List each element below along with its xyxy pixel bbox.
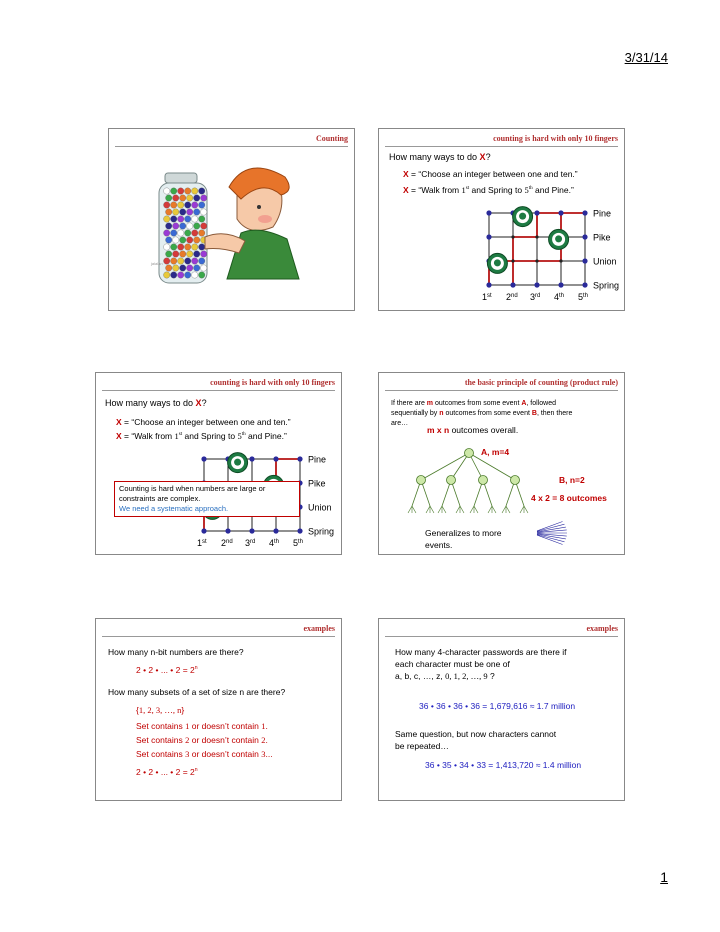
leaf-edge <box>408 506 412 513</box>
leaf-edge <box>426 506 430 513</box>
bean <box>164 244 170 250</box>
bean <box>178 188 184 194</box>
street-label: Pine <box>308 454 327 465</box>
grid-node <box>582 282 587 287</box>
slide-2 <box>378 128 625 311</box>
label-event-a: A, m=4 <box>481 447 510 457</box>
avenue-label: 4th <box>554 292 565 302</box>
bean <box>164 258 170 264</box>
bean <box>194 195 200 201</box>
bean <box>164 202 170 208</box>
bean <box>173 209 179 215</box>
set-line-2: Set contains 2 or doesn’t contain 2. <box>136 735 268 745</box>
bean <box>199 272 205 278</box>
bean <box>166 265 172 271</box>
bean <box>187 209 193 215</box>
bean <box>192 230 198 236</box>
bean <box>192 216 198 222</box>
leaf-edge <box>502 506 506 513</box>
grid-node <box>201 528 206 533</box>
bean <box>173 223 179 229</box>
label-event-b: B, n=2 <box>559 475 585 485</box>
grid-node <box>582 234 587 239</box>
grid-node <box>486 234 491 239</box>
slide-3 <box>95 372 342 555</box>
title-rule <box>385 636 618 637</box>
bean <box>194 265 200 271</box>
bean <box>192 258 198 264</box>
grid-node <box>273 456 278 461</box>
grid-node <box>297 528 302 533</box>
grid-node <box>534 210 539 215</box>
generalizes-line-1: Generalizes to more <box>425 528 502 538</box>
slide-1 <box>108 128 355 311</box>
bean <box>199 230 205 236</box>
grid-node <box>225 528 230 533</box>
bean <box>180 195 186 201</box>
street-label: Spring <box>593 280 620 291</box>
street-grid <box>96 373 341 554</box>
leaf-edge <box>442 506 446 513</box>
bean <box>180 251 186 257</box>
bean <box>194 251 200 257</box>
slide-5 <box>95 618 342 801</box>
bean <box>185 216 191 222</box>
grid-node <box>486 282 491 287</box>
street-grid <box>379 129 624 310</box>
grid-node <box>559 259 562 262</box>
bean <box>178 258 184 264</box>
grid-node <box>511 259 514 262</box>
leaf-edge <box>520 506 524 513</box>
leaf-edge <box>430 506 434 513</box>
avenue-label: 4th <box>269 538 280 548</box>
avenue-label: 2nd <box>221 538 233 548</box>
grid-node <box>535 235 538 238</box>
bean <box>201 265 207 271</box>
street-label: Union <box>308 502 332 513</box>
grid-node <box>510 282 515 287</box>
tree-node <box>417 476 426 485</box>
callout-line: Counting is hard when numbers are large or <box>119 484 266 493</box>
avenue-label: 1st <box>197 538 207 548</box>
starbucks-logo-icon <box>228 453 248 473</box>
bean <box>192 188 198 194</box>
bean <box>166 237 172 243</box>
question-one-line-1: How many 4-character passwords are there if <box>395 647 567 657</box>
bean <box>194 237 200 243</box>
bean <box>166 209 172 215</box>
principle-line-1: If there are m outcomes from some event A, followed <box>391 400 556 407</box>
callout-box <box>114 481 300 517</box>
set-line-1: Set contains 1 or doesn’t contain 1. <box>136 721 268 731</box>
street-label: Pike <box>308 478 326 489</box>
grid-node <box>273 528 278 533</box>
question-two-line-1: Same question, but now characters cannot <box>395 729 557 739</box>
bean <box>185 188 191 194</box>
answer-one: 36 • 36 • 36 • 36 = 1,679,616 ≈ 1.7 million <box>419 701 576 711</box>
slide-title: the basic principle of counting (product rule) <box>464 378 618 387</box>
slide-6 <box>378 618 625 801</box>
bean <box>164 216 170 222</box>
avenue-label: 5th <box>578 292 589 302</box>
bean <box>192 202 198 208</box>
avenue-label: 3rd <box>245 538 256 548</box>
slide-title: examples <box>303 624 335 633</box>
leaf-edge <box>488 506 492 513</box>
bean <box>171 244 177 250</box>
grid-node <box>558 210 563 215</box>
bean <box>187 251 193 257</box>
avenue-label: 2nd <box>506 292 518 302</box>
bean <box>178 244 184 250</box>
bean <box>187 195 193 201</box>
bean <box>185 230 191 236</box>
bean <box>180 209 186 215</box>
leaf-edge <box>506 506 510 513</box>
bean <box>199 244 205 250</box>
bean <box>171 230 177 236</box>
leaf-edge <box>456 506 460 513</box>
tree-root-node <box>465 449 474 458</box>
street-label: Union <box>593 256 617 267</box>
grid-node <box>582 210 587 215</box>
page-number: 1 <box>660 869 668 885</box>
answer-one: 2 • 2 • ... • $2 = 2^n$ <box>136 665 198 675</box>
question-line: How many ways to do X? <box>389 152 491 162</box>
avenue-label: 1st <box>482 292 492 302</box>
title-rule <box>102 636 335 637</box>
starbucks-logo-icon <box>487 253 507 273</box>
header-date: 3/31/14 <box>624 50 668 65</box>
question-two: How many subsets of a set of size n are there? <box>108 687 286 697</box>
bean <box>171 202 177 208</box>
grid-node <box>297 456 302 461</box>
bean <box>164 230 170 236</box>
grid-node <box>582 258 587 263</box>
tree-node <box>447 476 456 485</box>
answer-two: 2 • 2 • ... • $2 = 2^n$ <box>136 767 198 777</box>
bean <box>185 258 191 264</box>
leaf-edge <box>438 506 442 513</box>
bean <box>178 202 184 208</box>
slide-title: counting is hard with only 10 fingers <box>210 378 335 387</box>
bean <box>185 244 191 250</box>
callout-emphasis: We need a systematic approach. <box>119 504 229 513</box>
bean <box>199 216 205 222</box>
bean <box>173 195 179 201</box>
item-one: X = “Choose an integer between one and ten.” <box>403 169 578 179</box>
principle-line-2: sequentially by n outcomes from some event B, then there <box>391 410 573 417</box>
bean <box>166 223 172 229</box>
bean <box>180 223 186 229</box>
slide-title: counting is hard with only 10 fingers <box>493 134 618 143</box>
question-one-line-3: a, b, c, …, z, 0, 1, 2, …, 9 ? <box>395 671 495 681</box>
bean <box>178 216 184 222</box>
bean <box>180 237 186 243</box>
bean <box>171 272 177 278</box>
bean <box>171 258 177 264</box>
bean <box>166 251 172 257</box>
bean <box>185 202 191 208</box>
bean <box>180 265 186 271</box>
generalizes-line-2: events. <box>425 540 453 550</box>
bean <box>192 272 198 278</box>
starbucks-logo-icon <box>513 207 533 227</box>
question-line: How many ways to do X? <box>105 398 207 408</box>
street-label: Pine <box>593 208 612 219</box>
leaf-edge <box>474 506 478 513</box>
bean <box>178 230 184 236</box>
bean <box>178 272 184 278</box>
bean <box>187 265 193 271</box>
leaf-edge <box>470 506 474 513</box>
tree-edge <box>421 453 469 480</box>
bean <box>187 223 193 229</box>
avenue-label: 3rd <box>530 292 541 302</box>
bean <box>201 209 207 215</box>
slide-title: Counting <box>315 134 348 143</box>
bean <box>164 188 170 194</box>
bean <box>201 251 207 257</box>
bean <box>194 209 200 215</box>
bean <box>187 237 193 243</box>
starbucks-logo-icon <box>549 229 569 249</box>
tree-node <box>511 476 520 485</box>
bean <box>171 188 177 194</box>
grid-node <box>249 456 254 461</box>
bean <box>201 223 207 229</box>
grid-node <box>534 282 539 287</box>
bean <box>173 237 179 243</box>
grid-node <box>535 259 538 262</box>
tree-diagram <box>379 373 624 554</box>
bean <box>173 251 179 257</box>
item-two: X = “Walk from 1st and Spring to 5th and Pine.” <box>403 185 574 195</box>
grid-node <box>249 528 254 533</box>
tree-node <box>479 476 488 485</box>
label-total: 4 x 2 = 8 outcomes <box>531 493 607 503</box>
grid-node <box>558 282 563 287</box>
avenue-label: 5th <box>293 538 304 548</box>
set-line-3: Set contains 3 or doesn’t contain 3... <box>136 749 273 759</box>
bean <box>199 258 205 264</box>
bean <box>164 272 170 278</box>
question-one-line-2: each character must be one of <box>395 659 510 669</box>
slide-title: examples <box>586 624 618 633</box>
jar-and-child-illustration <box>109 129 354 310</box>
principle-result: m x n outcomes overall. <box>427 425 519 435</box>
watermark: jalalan <box>151 261 163 266</box>
grid-node <box>201 456 206 461</box>
bean <box>201 195 207 201</box>
answer-two: 36 • 35 • 34 • 33 = 1,413,720 ≈ 1.4 million <box>425 760 582 770</box>
principle-line-3: are… <box>391 420 409 427</box>
callout-line: constraints are complex. <box>119 494 201 503</box>
bean <box>173 265 179 271</box>
bean <box>185 272 191 278</box>
set-notation: {1, 2, 3, …, n} <box>136 705 185 715</box>
bean <box>192 244 198 250</box>
slide-4 <box>378 372 625 555</box>
bean <box>171 216 177 222</box>
grid-node <box>511 235 514 238</box>
leaf-edge <box>524 506 528 513</box>
leaf-edge <box>412 506 416 513</box>
bean <box>194 223 200 229</box>
leaf-edge <box>492 506 496 513</box>
bean <box>199 202 205 208</box>
item-one: X = “Choose an integer between one and ten.” <box>116 417 291 427</box>
question-one: How many n-bit numbers are there? <box>108 647 244 657</box>
grid-node <box>486 210 491 215</box>
street-label: Spring <box>308 526 335 537</box>
bean <box>166 195 172 201</box>
bean <box>199 188 205 194</box>
question-two-line-2: be repeated… <box>395 741 449 751</box>
leaf-edge <box>460 506 464 513</box>
item-two: X = “Walk from 1st and Spring to 5th and Pine.” <box>116 431 287 441</box>
street-label: Pike <box>593 232 611 243</box>
